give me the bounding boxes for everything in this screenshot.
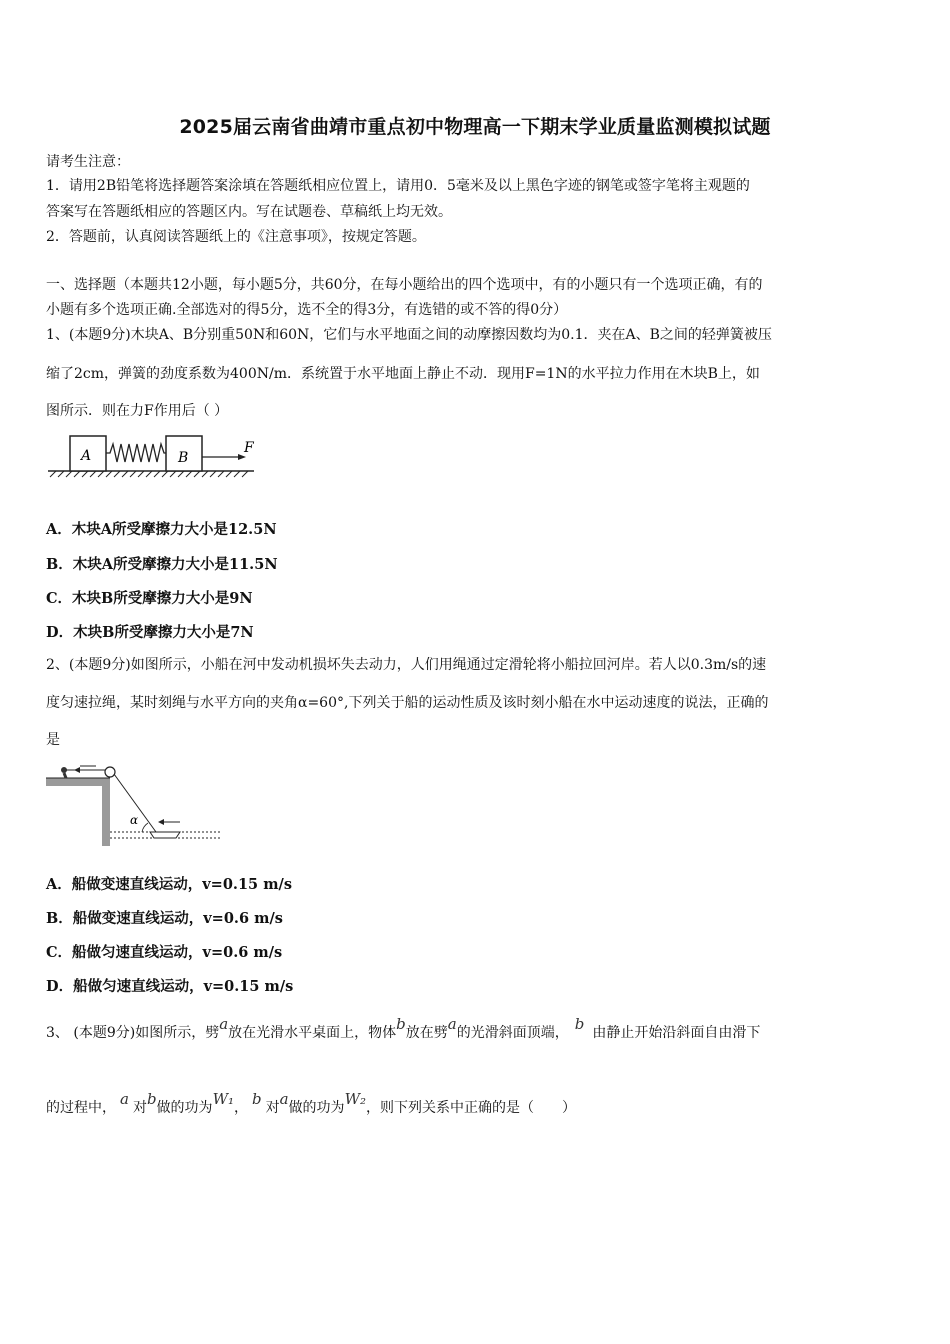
shore-top	[46, 778, 108, 786]
q3-symbol-a: a	[279, 1090, 289, 1108]
section-heading-line-1: 一、选择题（本题共12小题，每小题5分，共60分，在每小题给出的四个选项中，有的小题只有一个选项正确，有的	[46, 277, 763, 293]
force-label: F	[244, 440, 254, 456]
q1-figure-blocks-spring	[44, 430, 264, 486]
q3-symbol-b: b	[146, 1090, 157, 1108]
q2-option-c[interactable]: C．船做匀速直线运动，v=0.6 m/s	[46, 944, 283, 961]
q2-option-b[interactable]: B．船做变速直线运动，v=0.6 m/s	[46, 910, 283, 927]
q3-text: 做的功为	[156, 1100, 213, 1116]
notice-item-2: 2．答题前，认真阅读答题纸上的《注意事项》，按规定答题。	[46, 229, 426, 245]
q3-symbol-a: a	[120, 1090, 129, 1108]
page-title: 2025届云南省曲靖市重点初中物理高一下期末学业质量监测模拟试题	[179, 116, 771, 138]
q1-option-c[interactable]: C．木块B所受摩擦力大小是9N	[46, 590, 253, 607]
q3-symbol-a: a	[219, 1015, 229, 1033]
q3-symbol-w2: W₂	[344, 1090, 366, 1108]
boat	[150, 832, 180, 838]
notice-item-1-line-2: 答案写在答题纸相应的答题区内。写在试题卷、草稿纸上均无效。	[46, 204, 452, 220]
q3-symbol-b: b	[574, 1015, 585, 1033]
block-a-label: A	[81, 448, 92, 464]
pulley	[105, 767, 115, 777]
pull-arrow	[74, 767, 80, 773]
q3-text: 的光滑斜面顶端，	[456, 1025, 569, 1041]
q2-stem-line-1: 2、(本题9分)如图所示，小船在河中发动机损坏失去动力，人们用绳通过定滑轮将小船拉回河岸。若人以0.3m/s的速	[46, 657, 767, 673]
spring	[106, 444, 166, 462]
q3-text: 3、 (本题9分)如图所示，劈	[46, 1025, 220, 1041]
q1-option-d[interactable]: D．木块B所受摩擦力大小是7N	[46, 624, 254, 641]
q3-text: 对	[265, 1100, 280, 1116]
q3-symbol-b: b	[252, 1090, 262, 1108]
angle-label: α	[130, 813, 139, 827]
q3-text: ，则下列关系中正确的是（ ）	[366, 1100, 576, 1116]
q2-stem-line-3: 是	[46, 732, 60, 748]
q3-symbol-a: a	[447, 1015, 457, 1033]
q3-stem-line-1	[46, 1015, 906, 1043]
notice-heading: 请考生注意：	[46, 154, 130, 170]
block-b-label: B	[178, 450, 189, 466]
q1-stem-line-3: 图所示．则在力F作用后（ ）	[46, 403, 229, 419]
q1-option-a[interactable]: A．木块A所受摩擦力大小是12.5N	[46, 521, 277, 538]
q3-symbol-w1: W₁	[212, 1090, 234, 1108]
q3-text: 由静止开始沿斜面自由滑下	[592, 1025, 761, 1041]
section-heading-line-2: 小题有多个选项正确.全部选对的得5分，选不全的得3分，有选错的或不答的得0分）	[46, 302, 568, 318]
q3-text: ，	[234, 1100, 248, 1116]
q1-option-b[interactable]: B．木块A所受摩擦力大小是11.5N	[46, 556, 278, 573]
q2-option-a[interactable]: A．船做变速直线运动，v=0.15 m/s	[46, 876, 292, 893]
q1-stem-line-2: 缩了2cm，弹簧的劲度系数为400N/m．系统置于水平地面上静止不动．现用F=1N的水平拉力作用在木块B上，如	[46, 366, 760, 382]
q2-option-d[interactable]: D．船做匀速直线运动，v=0.15 m/s	[46, 978, 294, 995]
q3-text: 的过程中，	[46, 1100, 116, 1116]
notice-item-1-line-1: 1．请用2B铅笔将选择题答案涂填在答题纸相应位置上，请用0．5毫米及以上黑色字迹的钢笔或签字笔将主观题的	[46, 178, 750, 194]
q3-text: 做的功为	[288, 1100, 345, 1116]
q3-text: 放在劈	[405, 1025, 448, 1041]
q3-stem-line-2	[46, 1090, 906, 1118]
ground-hatch	[50, 471, 248, 477]
q3-text: 对	[132, 1100, 147, 1116]
q1-stem-line-1: 1、(本题9分)木块A、B分别重50N和60N，它们与水平地面之间的动摩擦因数均为0.1．夹在A、B之间的轻弹簧被压	[46, 327, 772, 343]
shore-wall	[102, 778, 110, 846]
q2-stem-line-2: 度匀速拉绳，某时刻绳与水平方向的夹角α=60°,下列关于船的运动性质及该时刻小船在水中运动速度的说法，正确的	[46, 695, 769, 711]
q2-figure-boat-pulley	[44, 758, 224, 850]
q3-symbol-b: b	[396, 1015, 406, 1033]
q3-text: 放在光滑水平桌面上，物体	[228, 1025, 397, 1041]
